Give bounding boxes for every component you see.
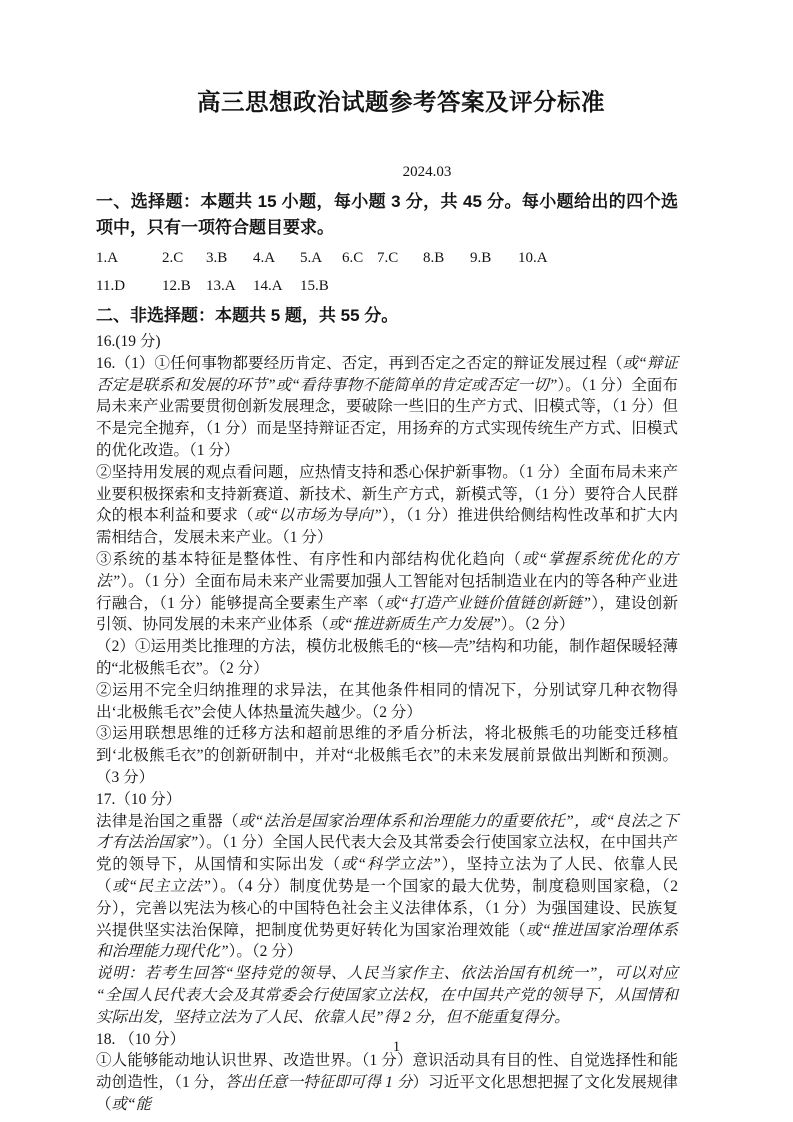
answer-content: [96, 331, 678, 1116]
q16-points: 16.(19 分): [96, 333, 161, 350]
answer-item: 11.D: [96, 278, 126, 294]
answer-item: 13.A: [206, 278, 236, 294]
q17-points: 17.（10 分）: [96, 790, 182, 808]
q17-note: 说明：若考生回答“坚持党的领导、人民当家作主、依法治国有机统一”，可以对应“全国人民代表大会及其常委会行使国家立法权，在中国共产党的领导下，从国情和实际出发，坚持立法为了人民、依靠人民”得 2 分，但不能重复得分。: [96, 965, 678, 1026]
answer-item: 10.A: [518, 250, 548, 266]
section2-heading: 二、非选择题：本题共 5 题，共 55 分。: [96, 306, 399, 325]
answer-item: 1.A: [96, 250, 119, 266]
q16-part1-point1: 16.（1）①任何事物都要经历肯定、否定，再到否定之否定的辩证发展过程（或“辩证否定是联系和发展的环节”或“看待事物不能简单的肯定或否定一切”）。（1 分）全面布局未来产业需要贯彻创新发展理念，要破除一些旧的生产方式、旧模式等，（1 分）但不是完全抛弃，（1 分）而是坚持辩证否定，用扬弃的方式实现传统生产方式、旧模式的优化改造。（1 分）: [96, 354, 678, 459]
document-date: 2024.03: [402, 164, 452, 180]
answers-row-2: [96, 272, 678, 300]
section1-heading: 一、选择题：本题共 15 小题，每小题 3 分，共 45 分。每小题给出的四个选项中，只有一项符合题目要求。: [96, 192, 678, 237]
answer-item: 6.C: [342, 250, 364, 266]
answer-item: 7.C: [377, 250, 399, 266]
q17-answer: 法律是治国之重器（或“法治是国家治理体系和治理能力的重要依托”，或“良法之下才有法治国家”）。（1 分）全国人民代表大会及其常委会行使国家立法权，在中国共产党的领导下，从国情和实际出发（或“科学立法”），坚持立法为了人民、依靠人民（或“民主立法”）。（4 分）制度优势是一个国家的最大优势，制度稳则国家稳，（2 分），完善以宪法为核心的中国特色社会主义法律体系，（1 分）为强国建设、民族复兴提供坚实法治保障，把制度优势更好转化为国家治理效能（或“推进国家治理体系和治理能力现代化”）。（2 分）: [96, 812, 678, 961]
answer-item: 9.B: [470, 250, 492, 266]
q18-answer: ①人能够能动地认识世界、改造世界。（1 分）意识活动具有目的性、自觉选择性和能动创造性，（1 分，答出任意一特征即可得 1 分）习近平文化思想把握了文化发展规律（或“能: [96, 1052, 678, 1113]
answers-row-1: [96, 244, 678, 272]
page-number: 1: [392, 1039, 401, 1055]
q16-part1-point3: ③系统的基本特征是整体性、有序性和内部结构优化趋向（或“掌握系统优化的方法”）。（1 分）全面布局未来产业需要加强人工智能对包括制造业在内的等各种产业进行融合，（1 分）能够提高全要素生产率（或“打造产业链价值链创新链”），建设创新引领、协同发展的未来产业体系（或“推进新质生产力发展”）。（2 分）: [96, 550, 678, 634]
answer-item: 12.B: [162, 278, 191, 294]
answer-item: 2.C: [162, 250, 184, 266]
answer-item: 3.B: [206, 250, 228, 266]
answer-item: 5.A: [300, 250, 323, 266]
answer-item: 4.A: [253, 250, 276, 266]
answer-item: 15.B: [300, 278, 329, 294]
answer-item: 14.A: [253, 278, 283, 294]
q16-part2-point2: ②运用不完全归纳推理的求异法，在其他条件相同的情况下，分别试穿几种衣物得出‘北极熊毛衣”会使人体热量流失越少。（2 分）: [96, 681, 678, 721]
q16-part1-point2: ②坚持用发展的观点看问题，应热情支持和悉心保护新事物。（1 分）全面布局未来产业要积极探索和支持新赛道、新技术、新生产方式，新模式等，（1 分）要符合人民群众的根本利益和要求（或“以市场为导向”），（1 分）推进供给侧结构性改革和扩大内需相结合，发展未来产业。（1 分）: [96, 463, 678, 547]
answer-item: 8.B: [423, 250, 445, 266]
q16-part2-point3: ③运用联想思维的迁移方法和超前思维的矛盾分析法，将北极熊毛的功能变迁移植到‘北极熊毛衣”的创新研制中，并对“北极熊毛衣”的未来发展前景做出判断和预测。（3 分）: [96, 725, 678, 786]
q16-part2-point1: （2）①运用类比推理的方法，模仿北极熊毛的“核—壳”结构和功能，制作超保暖轻薄的“北极熊毛衣”。（2 分）: [96, 638, 678, 677]
q18-points: 18. （10 分）: [96, 1030, 186, 1048]
document-title: 高三思想政治试题参考答案及评分标准: [197, 90, 605, 116]
